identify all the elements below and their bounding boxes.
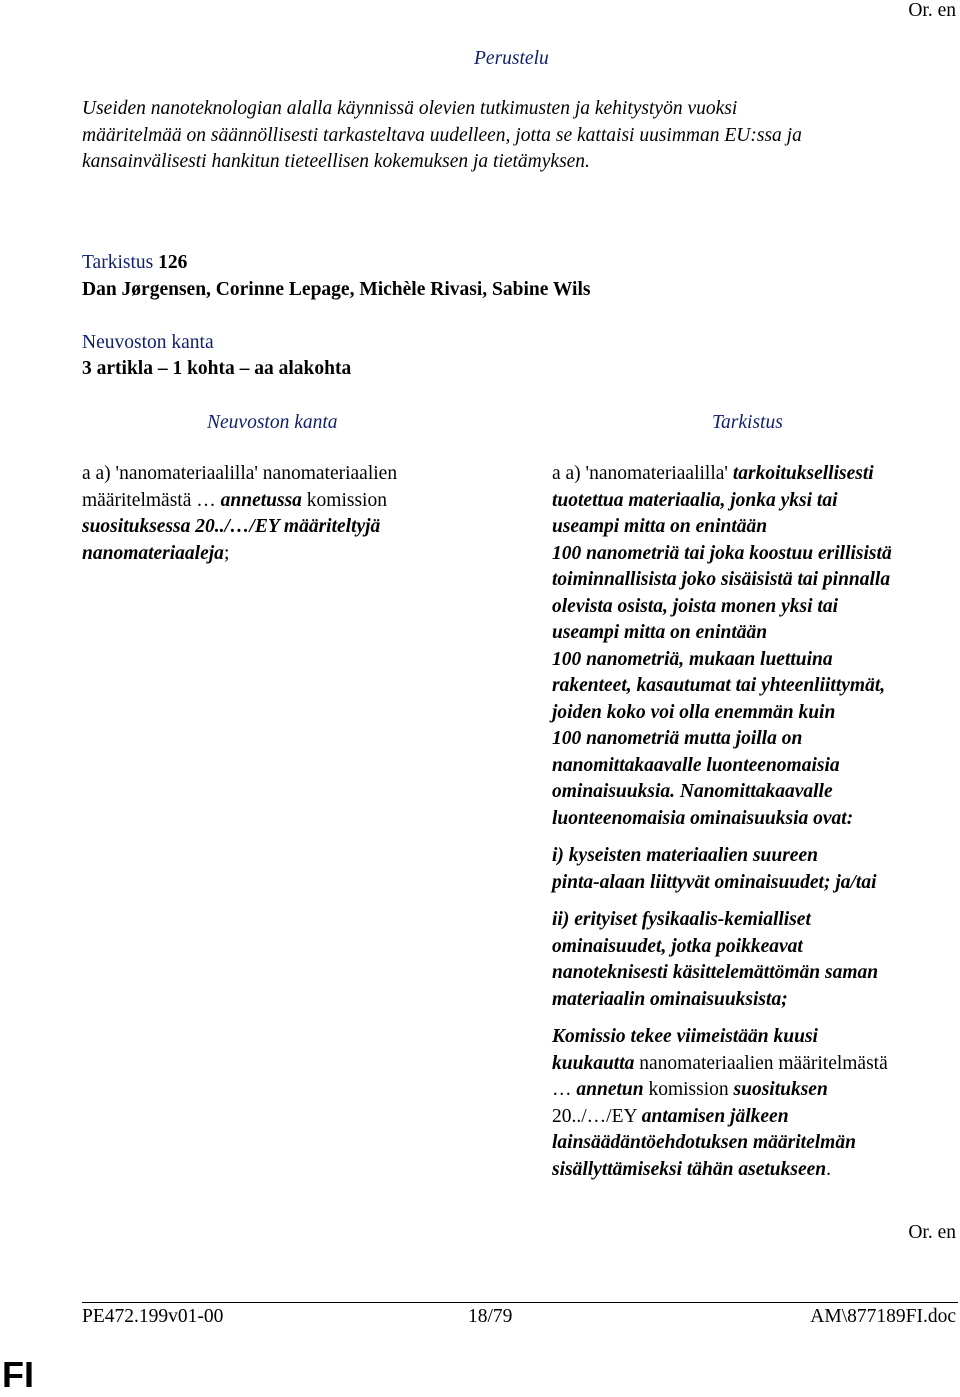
text-run: nanomateriaalien määritelmästä	[634, 1052, 888, 1074]
text-line	[552, 960, 892, 987]
text-line	[552, 647, 892, 674]
footer-filename: AM\877189FI.doc	[810, 1306, 956, 1327]
text-run: määritelmästä …	[82, 489, 221, 511]
amendment-number: 126	[158, 252, 188, 273]
justification-heading: Perustelu	[474, 48, 549, 69]
amended-text: materiaalin ominaisuuksista;	[552, 988, 788, 1010]
text-run: komission	[643, 1079, 734, 1100]
original-language-top: Or. en	[908, 0, 956, 21]
text-run: ;	[223, 542, 230, 564]
amended-text: antamisen jälkeen	[641, 1105, 789, 1127]
amended-text: annetun	[576, 1079, 644, 1100]
text-line	[82, 488, 397, 515]
amendment-reference: 3 artikla – 1 kohta – aa alakohta	[82, 358, 352, 379]
amended-text: kuukautta	[552, 1052, 635, 1074]
amended-text: useampi mitta on enintään	[552, 516, 768, 537]
amendment-paragraph	[552, 461, 892, 832]
amended-text: tuotettua materiaalia, jonka yksi tai	[552, 489, 838, 511]
justification-line: Useiden nanoteknologian alalla käynnissä olevien tutkimusten ja kehitystyön vuoksi	[82, 98, 738, 119]
text-line	[552, 870, 892, 897]
text-line	[552, 934, 892, 961]
text-line	[552, 1157, 892, 1184]
amended-text: luonteenomaisia ominaisuuksia ovat:	[552, 807, 854, 829]
amended-text: pinta-alaan liittyvät ominaisuudet; ja/tai	[552, 871, 877, 893]
text-line	[552, 461, 892, 488]
footer-doc-id: PE472.199v01-00	[82, 1306, 224, 1327]
left-column-text	[82, 461, 397, 567]
text-run: a a) 'nanomateriaalilla' nanomateriaalien	[82, 463, 398, 484]
justification-line: kansainvälisesti hankitun tieteellisen kokemuksen ja tietämyksen.	[82, 151, 590, 172]
text-line	[552, 700, 892, 727]
text-line	[552, 567, 892, 594]
amended-text: annetussa	[220, 489, 302, 511]
amended-text: joiden koko voi olla enemmän kuin	[552, 701, 836, 723]
amended-text: useampi mitta on enintään	[552, 622, 768, 643]
amendment-authors: Dan Jørgensen, Corinne Lepage, Michèle Rivasi, Sabine Wils	[82, 279, 591, 300]
amendment-paragraph	[552, 843, 892, 896]
text-line	[552, 907, 892, 934]
text-line	[552, 620, 892, 647]
amendment-paragraph	[552, 1024, 892, 1183]
text-line	[552, 753, 892, 780]
amended-text: ii) erityiset fysikaalis-kemialliset	[552, 909, 811, 930]
text-line	[552, 726, 892, 753]
text-line	[552, 488, 892, 515]
amendment-paragraph	[552, 907, 892, 1013]
footer-language-code: FI	[2, 1354, 34, 1395]
text-line	[552, 1104, 892, 1131]
text-run: a a) 'nanomateriaalilla'	[552, 463, 733, 484]
justification-line: määritelmää on säännöllisesti tarkasteltava uudelleen, jotta se kattaisi uusimman EU:ssa ja	[82, 124, 802, 146]
amended-text: ominaisuudet, jotka poikkeavat	[552, 935, 803, 957]
text-line	[552, 1130, 892, 1157]
amendment-position: Neuvoston kanta	[82, 332, 214, 353]
text-line	[82, 514, 397, 541]
text-run: 20../…/EY	[552, 1105, 642, 1127]
text-line	[552, 806, 892, 833]
amended-text: 100 nanometriä mutta joilla on	[552, 728, 803, 749]
amended-text: Komissio tekee viimeistään kuusi	[552, 1026, 818, 1047]
amendment-label: Tarkistus	[82, 252, 154, 273]
amended-text: sisällyttämiseksi tähän asetukseen	[552, 1158, 827, 1180]
text-line	[552, 673, 892, 700]
text-line	[552, 1051, 892, 1078]
text-line	[552, 987, 892, 1014]
amended-text: nanomateriaaleja	[82, 542, 224, 564]
text-line	[552, 594, 892, 621]
left-column-header: Neuvoston kanta	[207, 412, 338, 433]
amended-text: 100 nanometriä, mukaan luettuina	[552, 648, 833, 670]
amended-text: rakenteet, kasautumat tai yhteenliittymät,	[552, 675, 886, 696]
text-line	[552, 1024, 892, 1051]
text-run: …	[552, 1079, 577, 1100]
text-line	[552, 843, 892, 870]
justification-text	[82, 96, 802, 176]
amended-text: nanoteknisesti käsittelemättömän saman	[552, 962, 879, 983]
amended-text: suosituksen	[733, 1079, 828, 1100]
amendment-title	[82, 252, 187, 274]
amended-text: toiminnallisista joko sisäisistä tai pinnalla	[552, 569, 891, 590]
right-column-header: Tarkistus	[712, 412, 783, 433]
amended-text: nanomittakaavalle luonteenomaisia	[552, 754, 840, 776]
amended-text: i) kyseisten materiaalien suureen	[552, 845, 818, 866]
text-run: komission	[301, 489, 387, 511]
amended-text: lainsäädäntöehdotuksen määritelmän	[552, 1132, 856, 1153]
footer-page-number: 18/79	[468, 1306, 513, 1327]
text-line	[82, 461, 397, 488]
text-run: .	[826, 1158, 831, 1180]
amended-text: suosituksessa 20../…/EY määriteltyjä	[82, 516, 381, 537]
amended-text: ominaisuuksia. Nanomittakaavalle	[552, 781, 833, 802]
text-line	[552, 514, 892, 541]
text-line	[552, 779, 892, 806]
text-line	[82, 541, 397, 568]
right-column-text	[552, 461, 892, 1183]
amended-text: 100 nanometriä tai joka koostuu erillisistä	[552, 542, 892, 564]
original-language-bottom: Or. en	[908, 1222, 956, 1243]
footer-rule	[82, 1302, 958, 1303]
amended-text: olevista osista, joista monen yksi tai	[552, 595, 839, 617]
amended-text: tarkoituksellisesti	[732, 463, 874, 484]
text-line	[552, 541, 892, 568]
text-line	[552, 1077, 892, 1104]
